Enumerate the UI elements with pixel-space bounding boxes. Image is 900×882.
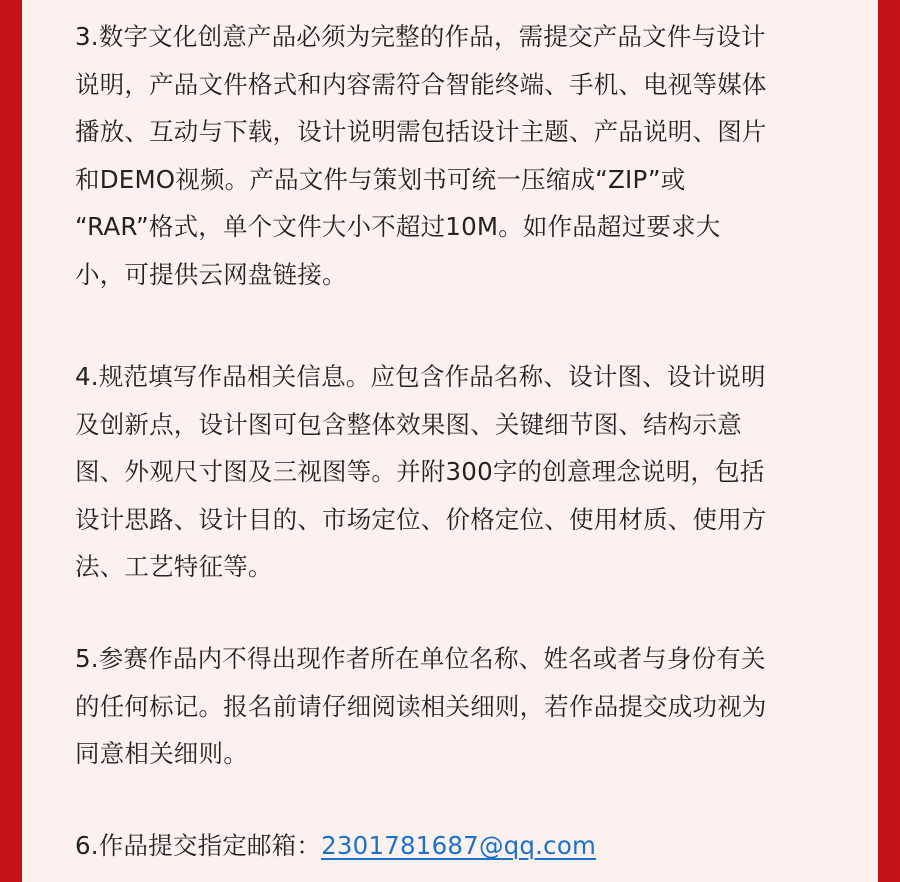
rule-3-line: 小，可提供云网盘链接。 — [75, 259, 347, 289]
rule-item-4 — [75, 353, 845, 591]
rule-3-line: 说明，产品文件格式和内容需符合智能终端、手机、电视等媒体 — [75, 69, 767, 99]
left-red-border — [0, 0, 22, 882]
rule-item-3 — [75, 13, 845, 298]
email-label: 6.作品提交指定邮箱： — [75, 831, 322, 860]
rule-5-line: 同意相关细则。 — [75, 739, 248, 768]
rule-3-line: 3.数字文化创意产品必须为完整的作品，需提交产品文件与设计 — [75, 22, 766, 51]
content-panel — [22, 0, 878, 882]
rule-4-line: 设计思路、设计目的、市场定位、价格定位、使用材质、使用方 — [75, 504, 767, 534]
rule-5-line: 5.参赛作品内不得出现作者所在单位名称、姓名或者与身份有关 — [75, 644, 766, 673]
rule-item-6 — [75, 822, 845, 870]
rule-4-line: 法、工艺特征等。 — [75, 552, 273, 581]
rule-3-line: 和DEMO视频。产品文件与策划书可统一压缩成“ZIP”或 — [75, 164, 686, 194]
rule-4-line: 图、外观尺寸图及三视图等。并附300字的创意理念说明，包括 — [75, 457, 765, 486]
right-red-border — [878, 0, 900, 882]
email-link[interactable]: 2301781687@qq.com — [321, 831, 597, 860]
rule-5-line: 的任何标记。报名前请仔细阅读相关细则，若作品提交成功视为 — [75, 691, 767, 721]
rule-4-line: 及创新点，设计图可包含整体效果图、关键细节图、结构示意 — [75, 409, 742, 439]
rule-6-line — [75, 822, 845, 870]
rule-3-line: “RAR”格式，单个文件大小不超过10M。如作品超过要求大 — [75, 212, 721, 241]
rule-item-5 — [75, 635, 845, 778]
rule-3-line: 播放、互动与下载，设计说明需包括设计主题、产品说明、图片 — [75, 117, 767, 146]
rule-4-line: 4.规范填写作品相关信息。应包含作品名称、设计图、设计说明 — [75, 362, 766, 391]
